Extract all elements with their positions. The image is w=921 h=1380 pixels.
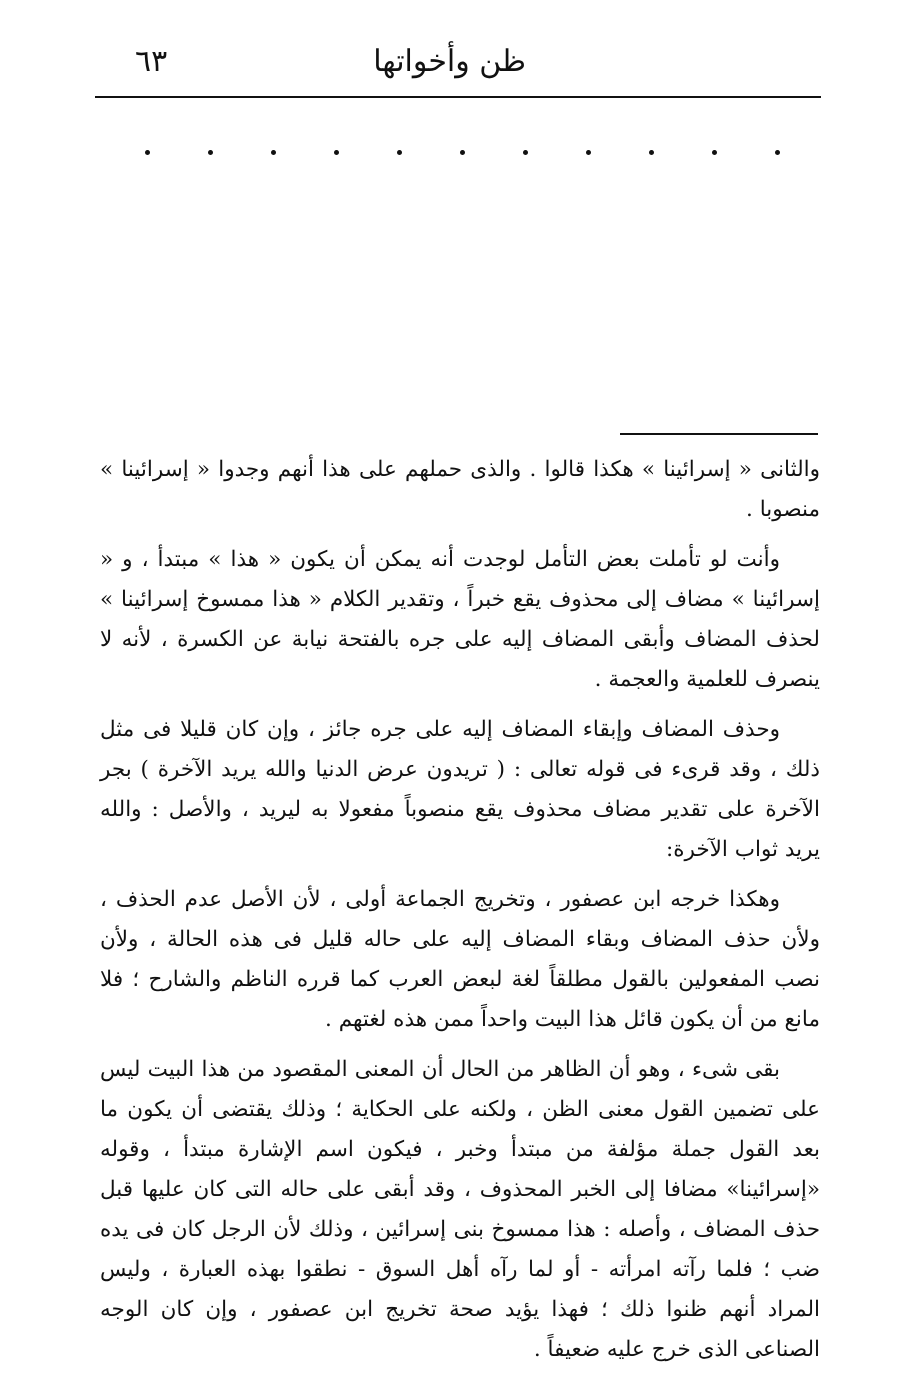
footnote-rule	[620, 433, 818, 435]
header-rule	[95, 96, 821, 98]
dot	[586, 150, 591, 155]
dot	[208, 150, 213, 155]
dot	[712, 150, 717, 155]
paragraph: والثانى « إسرائينا » هكذا قالوا . والذى حملهم على هذا أنهم وجدوا « إسرائينا » منصوبا .	[100, 457, 820, 522]
dot	[523, 150, 528, 155]
dot	[649, 150, 654, 155]
page-number: ٦٣	[135, 44, 168, 79]
running-title: ظن وأخواتها	[373, 44, 526, 79]
paragraph: وحذف المضاف وإبقاء المضاف إليه على جره جائز ، وإن كان قليلا فى مثل ذلك ، وقد قرىء فى قوله تعالى : ( تريدون عرض الدنيا والله يريد الآخرة ) بجر الآخرة على تقدير مضاف محذوف يقع منصوباً مفعولا به ليريد ، والأصل : والله يريد ثواب الآخرة:	[100, 717, 820, 862]
dot	[460, 150, 465, 155]
paragraph: وأنت لو تأملت بعض التأمل لوجدت أنه يمكن أن يكون « هذا » مبتدأ ، و « إسرائينا » مضاف إلى محذوف يقع خبراً ، وتقدير الكلام « هذا ممسوخ إسرائينا » لحذف المضاف وأبقى المضاف إليه على جره بالفتحة نيابة عن الكسرة ، لأنه لا ينصرف للعلمية والعجمة .	[100, 547, 820, 692]
footnote-body	[100, 450, 820, 1380]
paragraph: بقى شىء ، وهو أن الظاهر من الحال أن المعنى المقصود من هذا البيت ليس على تضمين القول معنى الظن ، ولكنه على الحكاية ؛ وذلك يقتضى أن يكون ما بعد القول جملة مؤلفة من مبتدأ وخبر ، فيكون اسم الإشارة مبتدأ ، وقوله «إسرائينا» مضافا إلى الخبر المحذوف ، وقد أبقى على حاله التى كان عليها قبل حذف المضاف ، وأصله : هذا ممسوخ بنى إسرائين ، وذلك لأن الرجل كان فى يده ضب ؛ فلما رآته امرأته - أو لما رآه أهل السوق - نطقوا بهذه العبارة ، وليس المراد أنهم ظنوا ذلك ؛ فهذا يؤيد صحة تخريج ابن عصفور ، وإن كان الوجه الصناعى الذى خرج عليه ضعيفاً .	[100, 1057, 820, 1362]
ellipsis-dots	[140, 140, 790, 170]
dot	[775, 150, 780, 155]
paragraph: وهكذا خرجه ابن عصفور ، وتخريج الجماعة أولى ، لأن الأصل عدم الحذف ، ولأن حذف المضاف وبقاء المضاف إليه على حاله قليل فى هذه الحالة ، ولأن نصب المفعولين بالقول مطلقاً لغة لبعض العرب كما قرره الناظم والشارح ؛ فلا مانع من أن يكون قائل هذا البيت واحداً ممن هذه لغتهم .	[100, 887, 820, 1032]
dot	[145, 150, 150, 155]
dot	[271, 150, 276, 155]
dot	[334, 150, 339, 155]
dot	[397, 150, 402, 155]
running-head	[95, 40, 821, 92]
